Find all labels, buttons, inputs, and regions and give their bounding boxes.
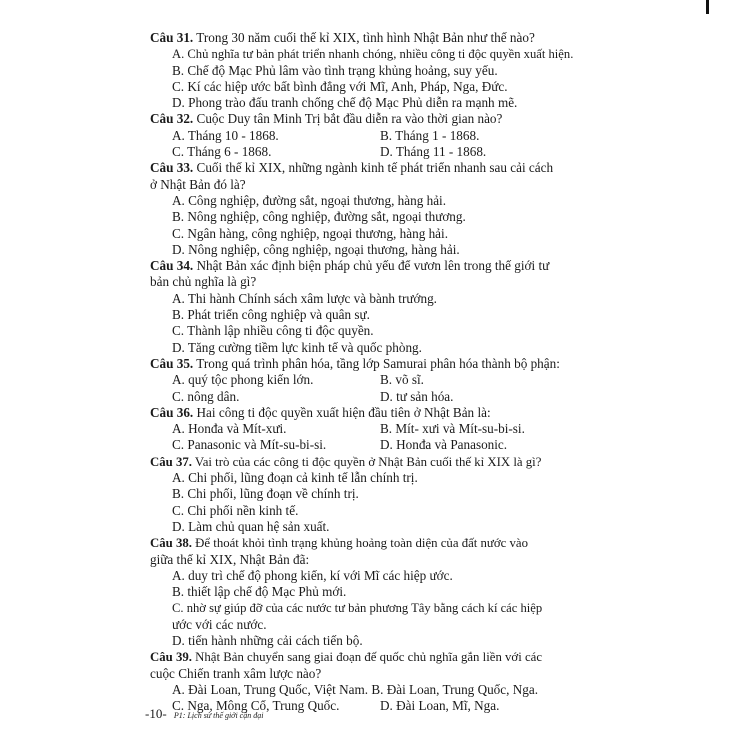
- option-34-b: B. Phát triển công nghiệp và quân sự.: [172, 307, 370, 323]
- question-33-stem: Câu 33. Cuối thế kỉ XIX, những ngành kinh tế phát triển nhanh sau cải cách: [150, 160, 554, 176]
- option-34-c: C. Thành lập nhiều công ti độc quyền.: [172, 323, 374, 339]
- option-38-c: C. nhờ sự giúp đỡ của các nước tư bản phương Tây bằng cách kí các hiệp: [172, 601, 543, 616]
- question-34-stem-cont: bản chủ nghĩa là gì?: [150, 274, 257, 290]
- option-36-b: B. Mít- xưi và Mít-su-bi-si.: [380, 421, 525, 437]
- option-32-a: A. Tháng 10 - 1868.: [172, 127, 279, 143]
- question-31-stem: Câu 31. Trong 30 năm cuối thế kỉ XIX, tình hình Nhật Bản như thế nào?: [150, 30, 535, 45]
- option-34-a: A. Thi hành Chính sách xâm lược và bành trướng.: [172, 290, 437, 306]
- option-31-d: D. Phong trào đấu tranh chống chế độ Mạc Phủ diễn ra mạnh mẽ.: [172, 95, 518, 111]
- question-34-stem: Câu 34. Nhật Bản xác định biện pháp chủ yếu để vươn lên trong thế giới tư: [150, 258, 550, 274]
- option-36-c: C. Panasonic và Mít-su-bi-si.: [172, 437, 327, 453]
- option-37-b: B. Chi phối, lũng đoạn về chính trị.: [172, 486, 359, 502]
- option-37-a: A. Chi phối, lũng đoạn cả kinh tế lẫn chính trị.: [172, 470, 418, 486]
- option-37-d: D. Làm chủ quan hệ sản xuất.: [172, 518, 330, 534]
- option-31-c: C. Kí các hiệp ước bất bình đẳng với Mĩ, Anh, Pháp, Nga, Đức.: [172, 78, 508, 94]
- question-36-stem: Câu 36. Hai công ti độc quyền xuất hiện đầu tiên ở Nhật Bản là:: [150, 404, 491, 420]
- option-38-b: B. thiết lập chế độ Mạc Phủ mới.: [172, 584, 347, 600]
- option-39-d: D. Đài Loan, Mĩ, Nga.: [380, 698, 500, 714]
- option-row: [150, 437, 612, 453]
- page-footer: [145, 706, 263, 722]
- page-number: -10-: [145, 706, 167, 721]
- option-33-c: C. Ngân hàng, công nghiệp, ngoại thương, hàng hải.: [172, 225, 448, 241]
- question-37-stem: Câu 37. Vai trò của các công ti độc quyền ở Nhật Bản cuối thế kỉ XIX là gì?: [150, 454, 542, 469]
- question-page: [150, 30, 612, 714]
- option-31-a: A. Chủ nghĩa tư bản phát triển nhanh chóng, nhiều công ti độc quyền xuất hiện.: [172, 47, 574, 62]
- option-33-b: B. Nông nghiệp, công nghiệp, đường sắt, ngoại thương.: [172, 209, 466, 225]
- question-35-stem: Câu 35. Trong quá trình phân hóa, tầng lớp Samurai phân hóa thành bộ phận:: [150, 355, 560, 371]
- option-35-c: C. nông dân.: [172, 388, 240, 404]
- option-33-d: D. Nông nghiệp, công nghiệp, ngoại thương, hàng hải.: [172, 241, 460, 257]
- option-38-c-cont: ước với các nước.: [172, 616, 267, 632]
- option-34-d: D. Tăng cường tiềm lực kinh tế và quốc phòng.: [172, 339, 422, 355]
- option-32-d: D. Tháng 11 - 1868.: [380, 144, 487, 160]
- page-edge-mark: [706, 0, 709, 14]
- footer-subtitle: P1: Lịch sử thế giới cận đại: [173, 711, 264, 720]
- option-row: [150, 372, 612, 388]
- option-33-a: A. Công nghiệp, đường sắt, ngoại thương, hàng hải.: [172, 192, 447, 208]
- option-36-a: A. Honđa và Mít-xưi.: [172, 421, 287, 437]
- question-38-stem: Câu 38. Để thoát khỏi tình trạng khủng hoảng toàn diện của đất nước vào: [150, 536, 528, 551]
- question-32-stem: Câu 32. Cuộc Duy tân Minh Trị bắt đầu diễn ra vào thời gian nào?: [150, 111, 503, 127]
- option-35-a: A. quý tộc phong kiến lớn.: [172, 372, 314, 388]
- question-39-stem-cont: cuộc Chiến tranh xâm lược nào?: [150, 665, 322, 681]
- option-37-c: C. Chi phối nền kinh tế.: [172, 502, 299, 518]
- option-32-c: C. Tháng 6 - 1868.: [172, 144, 272, 160]
- option-31-b: B. Chế độ Mạc Phủ lâm vào tình trạng khủng hoảng, suy yếu.: [172, 62, 498, 78]
- option-32-b: B. Tháng 1 - 1868.: [380, 127, 480, 143]
- option-39-a-b: A. Đài Loan, Trung Quốc, Việt Nam. B. Đài Loan, Trung Quốc, Nga.: [172, 681, 538, 697]
- question-38-stem-cont: giữa thế kỉ XIX, Nhật Bản đã:: [150, 551, 310, 567]
- question-33-stem-cont: ở Nhật Bản đó là?: [150, 176, 246, 192]
- option-row: [150, 421, 612, 437]
- option-39-c: C. Nga, Mông Cổ, Trung Quốc.: [172, 698, 340, 714]
- option-row: [150, 128, 612, 144]
- option-36-d: D. Honđa và Panasonic.: [380, 437, 508, 453]
- option-row: [150, 389, 612, 405]
- option-38-a: A. duy trì chế độ phong kiến, kí với Mĩ các hiệp ước.: [172, 567, 453, 583]
- question-39-stem: Câu 39. Nhật Bản chuyển sang giai đoạn đế quốc chủ nghĩa gắn liền với các: [150, 650, 542, 665]
- option-35-b: B. võ sĩ.: [380, 372, 424, 388]
- option-38-d: D. tiến hành những cải cách tiến bộ.: [172, 632, 363, 648]
- option-35-d: D. tư sản hóa.: [380, 388, 454, 404]
- option-row: [150, 144, 612, 160]
